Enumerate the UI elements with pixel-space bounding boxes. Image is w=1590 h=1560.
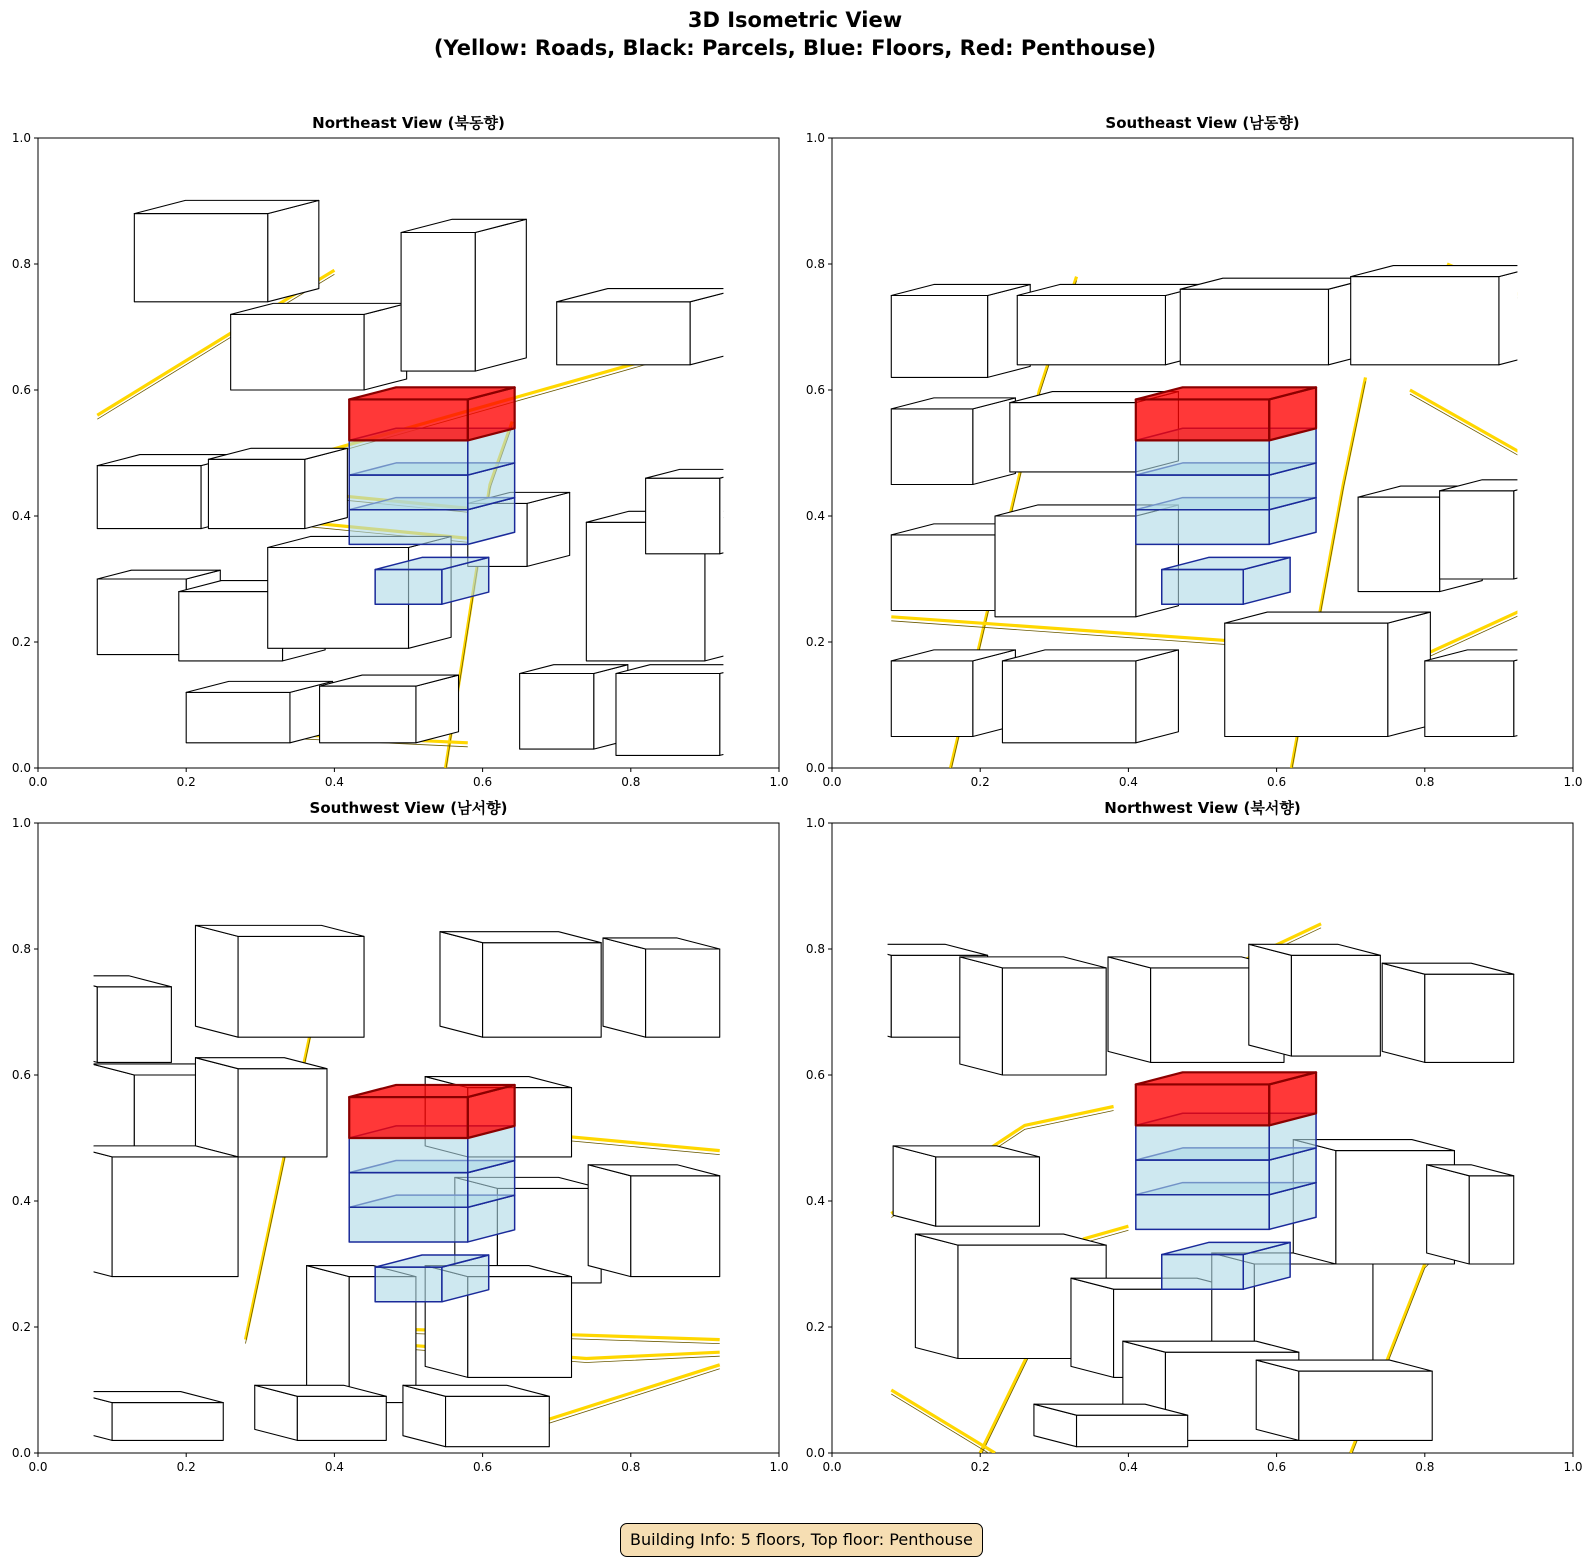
parcel-building-1: [134, 200, 319, 301]
panel-title: Southwest View (남서향): [309, 799, 508, 817]
y-tick-label: 0.2: [805, 1320, 825, 1334]
parcel-building-5-front: [97, 466, 201, 529]
parcel-building-2-front: [1017, 296, 1165, 365]
parcel-building-10-front: [1440, 491, 1514, 579]
parcel-building-11: [891, 650, 1015, 737]
y-tick-label: 0.6: [805, 1068, 825, 1082]
parcel-building-11-side: [307, 1266, 350, 1403]
parcel-building-3: [440, 932, 601, 1038]
parcel-building-2: [231, 303, 407, 390]
y-tick-label: 0.0: [11, 761, 31, 775]
y-tick-label: 0.8: [805, 942, 825, 956]
parcel-building-7-side: [915, 1234, 958, 1358]
parcel-building-4-front: [646, 949, 720, 1037]
parcel-building-4-front: [1291, 955, 1380, 1056]
parcel-building-10-front: [631, 1176, 720, 1277]
x-tick-label: 0.8: [621, 1460, 641, 1474]
penthouse-front: [349, 399, 468, 440]
floor-1: [375, 557, 489, 604]
x-tick-label: 0.6: [1267, 1460, 1287, 1474]
parcel-building-6: [195, 1058, 327, 1157]
parcel-building-7: [69, 1146, 238, 1277]
floor-2-front: [1136, 1195, 1269, 1230]
y-tick-label: 1.0: [11, 816, 31, 830]
parcel-building-3: [1180, 278, 1371, 365]
parcel-building-13-front: [646, 478, 720, 554]
parcel-building-8-side: [1071, 1278, 1114, 1377]
parcel-building-2-side: [364, 303, 407, 390]
x-tick-label: 0.2: [970, 775, 990, 789]
floor-3-front: [1136, 1160, 1269, 1195]
x-tick-label: 0.6: [1267, 775, 1287, 789]
parcel-building-4: [1351, 266, 1542, 365]
penthouse: [1136, 387, 1316, 440]
floor-4-front: [349, 1138, 468, 1173]
panel-4: [806, 799, 1583, 1474]
parcel-building-6-side: [893, 1146, 936, 1226]
parcel-building-2: [1017, 284, 1208, 364]
parcel-building-10: [186, 681, 332, 742]
parcel-building-6-front: [1010, 403, 1136, 472]
parcel-building-13-front: [1299, 1371, 1432, 1440]
x-tick-label: 0.0: [28, 1460, 48, 1474]
parcel-building-10-front: [186, 692, 290, 742]
y-tick-label: 0.0: [805, 1446, 825, 1460]
parcel-building-2-front: [231, 314, 364, 390]
penthouse-front: [1136, 1084, 1269, 1125]
parcel-building-2-front: [1002, 968, 1106, 1075]
parcel-building-2: [195, 925, 364, 1037]
y-tick-label: 0.2: [805, 635, 825, 649]
parcel-building-13-front: [1225, 623, 1388, 736]
y-tick-label: 0.6: [805, 383, 825, 397]
parcel-building-3-front: [1180, 289, 1328, 365]
parcel-building-14-front: [520, 674, 594, 750]
y-tick-label: 1.0: [805, 131, 825, 145]
parcel-building-12-front: [1002, 661, 1135, 743]
y-tick-label: 0.4: [11, 1194, 31, 1208]
parcel-building-13: [1256, 1360, 1432, 1440]
y-tick-label: 0.6: [11, 383, 31, 397]
parcel-building-14: [255, 1385, 387, 1440]
floor-2-front: [349, 510, 468, 545]
penthouse: [1136, 1072, 1316, 1125]
parcel-building-10: [588, 1165, 720, 1277]
x-tick-label: 0.8: [1415, 1460, 1435, 1474]
x-tick-label: 0.0: [822, 775, 842, 789]
floor-1: [1162, 1242, 1290, 1289]
parcel-building-1-side: [268, 200, 319, 301]
figure-title: 3D Isometric View: [687, 8, 903, 32]
y-tick-label: 0.0: [805, 761, 825, 775]
parcel-building-11-side: [416, 675, 459, 743]
y-tick-label: 0.6: [11, 1068, 31, 1082]
y-tick-label: 0.4: [805, 1194, 825, 1208]
parcel-building-15-front: [446, 1396, 550, 1446]
figure-subtitle: (Yellow: Roads, Black: Parcels, Blue: Floors, Red: Penthouse): [433, 36, 1157, 60]
parcel-building-12-side: [1136, 650, 1179, 743]
parcel-building-9-front: [1358, 497, 1440, 591]
y-tick-label: 1.0: [805, 816, 825, 830]
parcel-building-6-front: [238, 1069, 327, 1157]
parcel-building-7-front: [891, 535, 995, 611]
x-tick-label: 0.2: [176, 1460, 196, 1474]
parcel-building-4-front: [1351, 277, 1499, 365]
parcel-building-5-front: [891, 409, 973, 485]
x-tick-label: 1.0: [1563, 775, 1583, 789]
y-tick-label: 1.0: [11, 131, 31, 145]
parcel-building-8-front: [179, 592, 283, 661]
parcel-building-5-side: [92, 1064, 135, 1157]
floor-1: [375, 1255, 489, 1302]
parcel-building-10-side: [588, 1165, 631, 1277]
parcel-building-13-side: [1388, 612, 1431, 736]
y-tick-label: 0.8: [805, 257, 825, 271]
x-tick-label: 0.0: [822, 1460, 842, 1474]
floor-4-front: [1136, 1125, 1269, 1160]
floor-2-front: [349, 1207, 468, 1242]
panels-group: [12, 114, 1583, 1474]
parcel-building-14-front: [297, 1396, 386, 1440]
panel-title: Northeast View (북동향): [312, 114, 505, 132]
parcel-building-3-side: [440, 932, 483, 1038]
floor-1-front: [375, 1267, 442, 1302]
parcel-building-11-front: [891, 661, 973, 737]
parcel-building-14-front: [1077, 1415, 1188, 1447]
parcel-building-13-side: [1256, 1360, 1299, 1440]
panel-1: [12, 114, 789, 789]
parcel-building-4-side: [603, 938, 646, 1037]
floor-1-front: [1162, 1255, 1244, 1290]
parcel-building-2: [960, 957, 1106, 1075]
parcel-building-1-front: [891, 296, 987, 378]
parcel-building-11-front: [320, 686, 416, 743]
penthouse: [349, 1085, 514, 1138]
x-tick-label: 0.4: [1118, 1460, 1138, 1474]
y-tick-label: 0.8: [11, 257, 31, 271]
parcel-building-1-front: [97, 987, 171, 1063]
parcel-building-7-front: [97, 579, 186, 655]
x-tick-label: 0.4: [1118, 775, 1138, 789]
parcel-building-16-side: [527, 492, 570, 566]
x-tick-label: 0.8: [1415, 775, 1435, 789]
parcel-building-3-front: [483, 943, 602, 1037]
parcel-building-13-front: [112, 1403, 223, 1441]
parcel-building-13: [1225, 612, 1431, 736]
parcel-building-12: [1002, 650, 1178, 743]
x-tick-label: 0.4: [324, 1460, 344, 1474]
parcel-building-4: [557, 289, 742, 365]
parcel-building-6-side: [195, 1058, 238, 1157]
parcel-building-14: [1034, 1404, 1188, 1447]
floor-4-front: [1136, 440, 1269, 475]
panel-2: [806, 114, 1583, 789]
panel-title: Southeast View (남동향): [1105, 114, 1300, 132]
parcel-building-6-front: [936, 1157, 1040, 1226]
floor-3-front: [349, 1173, 468, 1208]
floor-4-front: [349, 440, 468, 475]
parcel-building-2-side: [195, 925, 238, 1037]
parcel-building-3-side: [1108, 957, 1151, 1063]
penthouse-front: [1136, 399, 1269, 440]
parcel-building-1: [891, 284, 1030, 377]
parcel-building-15: [403, 1385, 549, 1446]
parcel-building-11-side: [1427, 1165, 1470, 1264]
floor-1-front: [375, 570, 442, 605]
x-tick-label: 0.6: [473, 1460, 493, 1474]
parcel-building-4-front: [557, 302, 690, 365]
parcel-building-6: [208, 448, 347, 528]
parcel-building-3: [401, 219, 526, 371]
parcel-building-4: [1249, 944, 1381, 1056]
x-tick-label: 0.6: [473, 775, 493, 789]
parcel-building-4-side: [1249, 944, 1292, 1056]
parcel-building-5-side: [1382, 963, 1425, 1062]
parcel-building-3-side: [475, 219, 526, 371]
parcel-building-14-front: [1425, 661, 1514, 737]
x-tick-label: 1.0: [769, 1460, 789, 1474]
panel-title: Northwest View (북서향): [1104, 799, 1301, 817]
parcel-building-5: [1382, 963, 1514, 1062]
building-info-box: Building Info: 5 floors, Top floor: Penthouse: [620, 1523, 983, 1557]
parcel-building-2-front: [238, 936, 364, 1037]
penthouse-front: [349, 1097, 468, 1138]
parcel-building-6-side: [305, 448, 348, 528]
parcel-building-5-side: [973, 398, 1016, 485]
x-tick-label: 0.0: [28, 775, 48, 789]
x-tick-label: 1.0: [1563, 1460, 1583, 1474]
parcel-building-11-front: [1469, 1176, 1513, 1264]
parcel-building-15-front: [616, 674, 720, 756]
y-tick-label: 0.2: [11, 1320, 31, 1334]
floor-1: [1162, 557, 1290, 604]
y-tick-label: 0.4: [805, 509, 825, 523]
parcel-building-6-front: [208, 459, 304, 528]
x-tick-label: 0.8: [621, 775, 641, 789]
x-tick-label: 0.2: [176, 775, 196, 789]
y-tick-label: 0.8: [11, 942, 31, 956]
parcel-building-1-front: [134, 214, 267, 302]
parcel-building-14: [520, 665, 628, 749]
parcel-building-11: [320, 675, 459, 743]
parcel-building-8-front: [995, 516, 1136, 617]
parcel-building-5: [891, 398, 1015, 485]
parcel-building-2-side: [960, 957, 1003, 1075]
parcel-building-7-front: [112, 1157, 238, 1277]
parcel-building-5-front: [1425, 974, 1514, 1062]
parcel-building-11: [1427, 1165, 1514, 1264]
y-tick-label: 0.4: [11, 509, 31, 523]
y-tick-label: 0.2: [11, 635, 31, 649]
penthouse: [349, 387, 514, 440]
parcel-building-4: [603, 938, 720, 1037]
x-tick-label: 0.2: [970, 1460, 990, 1474]
parcel-building-6: [893, 1146, 1039, 1226]
floor-2-front: [1136, 510, 1269, 545]
floor-1-front: [1162, 570, 1244, 605]
panel-3: [12, 799, 789, 1474]
parcel-building-3-front: [401, 233, 475, 372]
floor-3-front: [349, 475, 468, 510]
x-tick-label: 1.0: [769, 775, 789, 789]
x-tick-label: 0.4: [324, 775, 344, 789]
y-tick-label: 0.0: [11, 1446, 31, 1460]
floor-3-front: [1136, 475, 1269, 510]
